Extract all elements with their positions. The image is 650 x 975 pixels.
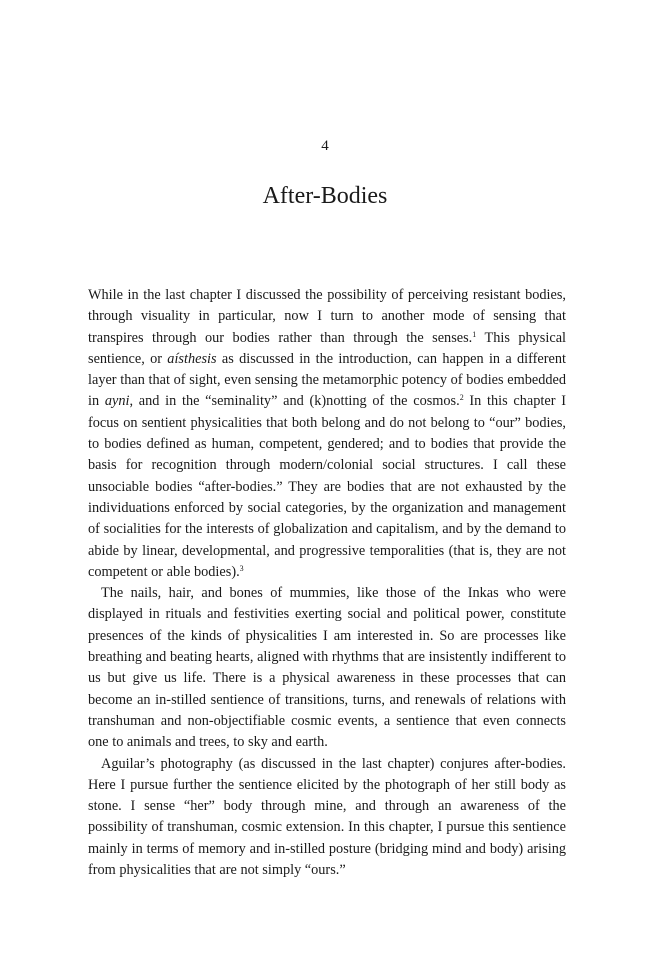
paragraph-2	[88, 583, 566, 753]
paragraph-text: While in the last chapter I discussed the possibility of perceiving resistant bodies, through visuality in particular, now I turn to another mode of sensing that transpires through our bodies rather than through the senses.	[88, 287, 566, 346]
paragraph-text: In this chapter I focus on sentient physicalities that both belong and do not belong to “our” bodies, to bodies defined as human, competent, gendered; and to bodies that provide the basis for recognition through modern/colonial social structures. I call these unsociable bodies “after-bodies.” They are bodies that are not exhausted by the individuations enforced by social categories, by the organization and management of socialities for the interests of globalization and capitalism, and by the demand to abide by linear, developmental, and progressive temporalities (that is, they are not competent or able bodies).	[88, 393, 566, 580]
footnote-marker: 1	[472, 329, 477, 339]
paragraph-text: Aguilar’s photography (as discussed in the last chapter) conjures after-bodies. Here I pursue further the sentience elicited by the photograph of her still body as stone. I sense “her” body through mine, and through an awareness of the possibility of transhuman, cosmic extension. In this chapter, I pursue this sentience mainly in terms of memory and in-stilled posture (bridging mind and body) arising from physicalities that are not simply “ours.”	[88, 755, 566, 879]
paragraph-text: as discussed in the introduction, can happen in a different layer than that of sight, even sensing the metamorphic potency of bodies embedded in	[88, 350, 566, 410]
chapter-title: After-Bodies	[262, 183, 388, 209]
chapter-body	[88, 285, 566, 881]
paragraph-3	[88, 754, 566, 882]
emphasis-text: aísthesis	[167, 350, 217, 367]
emphasis-text: ayni	[104, 393, 130, 410]
paragraph-1	[88, 285, 566, 583]
paragraph-text: This physical sentience, or	[88, 329, 567, 367]
footnote-marker: 2	[459, 393, 464, 403]
paragraph-text: , and in the “seminality” and (k)notting of the cosmos.	[129, 393, 460, 410]
chapter-number: 4	[321, 138, 329, 154]
paragraph-text: The nails, hair, and bones of mummies, like those of the Inkas who were displayed in rituals and festivities exerting social and political power, constitute presences of the kinds of physicalities I am interested in. So are processes like breathing and beating hearts, aligned with rhythms that are insistently indifferent to us but give us life. There is a physical awareness in these processes that can become an in-stilled sentience of transitions, turns, and renewals of relations with transhuman and non-objectifiable cosmic events, a sentience that even connects one to animals and trees, to sky and earth.	[88, 585, 566, 751]
footnote-marker: 3	[239, 563, 244, 573]
